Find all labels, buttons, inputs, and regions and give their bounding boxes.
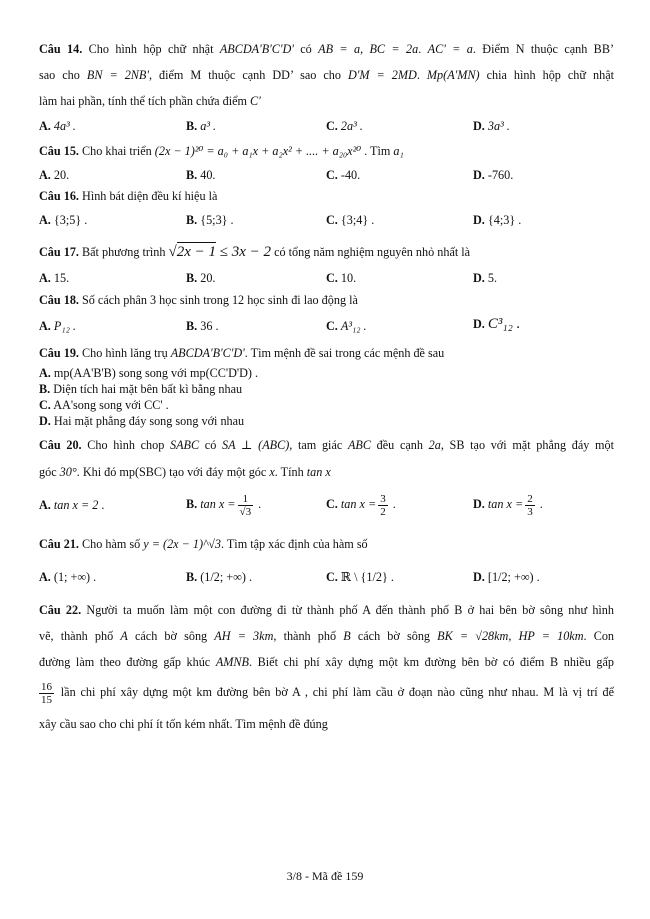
q14-line3: làm hai phần, tính thể tích phần chứa điểm C' <box>39 94 261 108</box>
q14-option-d: D. 3a³ . <box>473 119 510 133</box>
q14-option-c: C. 2a³ . <box>326 119 363 133</box>
q21-option-a: A. (1; +∞) . <box>39 570 97 584</box>
q14-line1: Câu 14. Cho hình hộp chữ nhật ABCDA'B'C'D' có AB = a, BC = 2a. AC' = a. Điểm N thuộc cạnh BB’ <box>39 42 615 56</box>
q15-option-b: B. 40. <box>186 168 216 182</box>
q14-option-b: B. a³ . <box>186 119 217 133</box>
q18-option-a: A. P₁₂ . <box>39 319 76 333</box>
q15-option-d: D. -760. <box>473 168 514 182</box>
q20-option-d: D. tan x = $\frac{2}{3}$ . <box>473 492 543 518</box>
q15-stem: Câu 15. Cho khai triển (2x − 1)²⁰ = a₀ + a₁x + a₂x² + .... + a₂₀x²⁰ . Tìm a₁ <box>39 144 404 158</box>
q22-line5: xây cầu sao cho chi phí ít tốn kém nhất. Tìm mệnh đề đúng <box>39 717 328 731</box>
q16-option-b: B. {5;3} . <box>186 213 234 227</box>
q18-stem: Câu 18. Số cách phân 3 học sinh trong 12 học sinh đi lao động là <box>39 293 358 307</box>
q21-option-b: B. (1/2; +∞) . <box>186 570 253 584</box>
page-footer: 3/8 - Mã đề 159 <box>286 869 364 883</box>
q19-stem: Câu 19. Cho hình lăng trụ ABCDA'B'C'D'. Tìm mệnh đề sai trong các mệnh đề sau <box>39 346 445 360</box>
q14-line2: sao cho BN = 2NB', điểm M thuộc cạnh DD’ sao cho D'M = 2MD. Mp(A'MN) chia hình hộp chữ nhật <box>39 68 614 82</box>
q21-option-d: D. [1/2; +∞) . <box>473 570 540 584</box>
q16-stem: Câu 16. Hình bát diện đều kí hiệu là <box>39 189 218 203</box>
q20-line1: Câu 20. Cho hình chop SABC có SA ⊥ (ABC), tam giác ABC đều cạnh 2a, SB tạo với mặt phẳng đáy một <box>39 438 614 452</box>
q17-option-c: C. 10. <box>326 271 357 285</box>
q21-option-c: C. ℝ \ {1/2} . <box>326 570 394 584</box>
q16-option-a: A. {3;5} . <box>39 213 88 227</box>
q18-option-b: B. 36 . <box>186 319 219 333</box>
q16-option-c: C. {3;4} . <box>326 213 375 227</box>
q20-option-a: A. tan x = 2 . <box>39 498 105 512</box>
q14-option-a: A. 4a³ . <box>39 119 76 133</box>
q15-option-c: C. -40. <box>326 168 361 182</box>
q17-option-d: D. 5. <box>473 271 498 285</box>
q20-line2: góc 30°. Khi đó mp(SBC) tạo với đáy một góc x. Tính tan x <box>39 465 331 479</box>
q19-option-b: B. Diện tích hai mặt bên bất kì bằng nhau <box>39 382 243 396</box>
q19-option-d: D. Hai mặt phẳng đáy song song với nhau <box>39 414 245 428</box>
q18-option-c: C. A³₁₂ . <box>326 319 367 333</box>
q17-stem: Câu 17. Bất phương trình √2x − 1 ≤ 3x − 2 có tổng năm nghiệm nguyên nhỏ nhất là <box>39 244 471 260</box>
q20-option-c: C. tan x = $\frac{3}{2}$ . <box>326 492 396 518</box>
q22-line2: vẽ, thành phố A cách bờ sông AH = 3km, thành phố B cách bờ sông BK = √28km, HP = 10km. Con <box>39 629 615 643</box>
q14-label: Câu 14. <box>39 42 83 56</box>
q17-option-b: B. 20. <box>186 271 216 285</box>
q20-option-b: B. tan x = $\frac{1}{√3}$ . <box>186 492 262 518</box>
q19-option-c: C. AA'song song với CC' . <box>39 398 169 412</box>
q22-line3: đường làm theo đường gấp khúc AMNB. Biết chi phí xây dựng một km đường bên bờ có điểm B nhiều gấp <box>39 655 614 669</box>
q16-option-d: D. {4;3} . <box>473 213 522 227</box>
q18-option-d: D. C³₁₂ . <box>473 316 521 332</box>
q22-line1: Câu 22. Người ta muốn làm một con đường đi từ thành phố A đến thành phố B ở hai bên bờ sông như hình <box>39 603 614 617</box>
q21-stem: Câu 21. Cho hàm số y = (2x − 1)^√3. Tìm tập xác định của hàm số <box>39 537 368 551</box>
q19-option-a: A. mp(AA'B'B) song song với mp(CC'D'D) . <box>39 366 259 380</box>
q17-option-a: A. 15. <box>39 271 70 285</box>
q15-option-a: A. 20. <box>39 168 70 182</box>
q22-line4: $\frac{16}{15}$ lần chi phí xây dựng một km đường bên bờ A , chi phí làm cầu ở đoạn nào cũng như nhau. M là vị trí để <box>41 680 614 706</box>
